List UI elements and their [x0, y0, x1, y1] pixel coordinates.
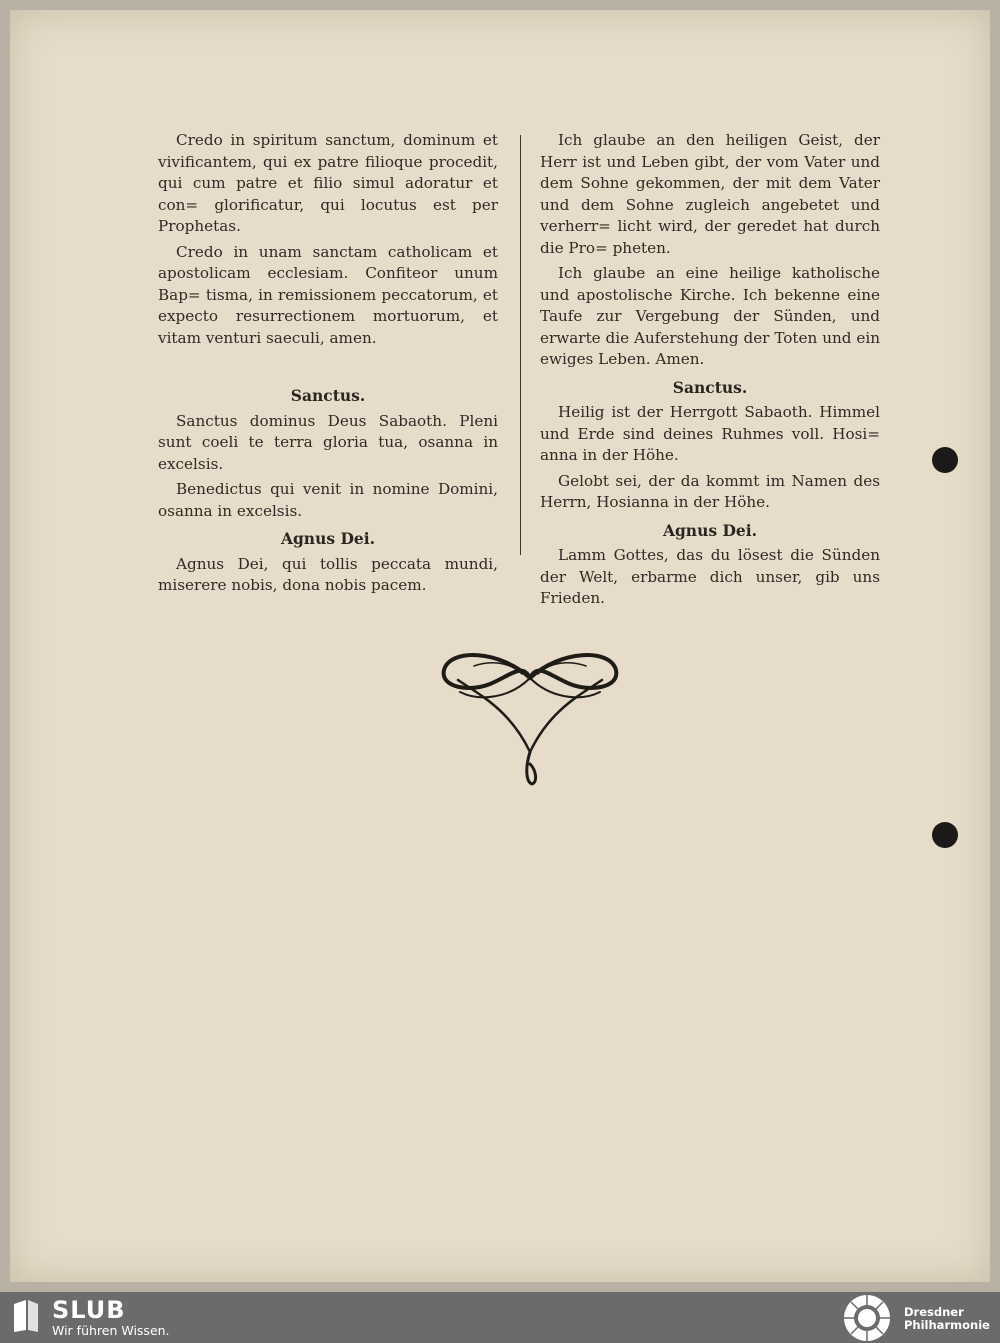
footer-bar	[0, 1292, 1000, 1343]
latin-agnus-heading: Agnus Dei.	[280, 529, 376, 548]
latin-sanctus-heading: Sanctus.	[290, 386, 366, 405]
german-benedictus-text: Gelobt sei, der da kommt im Namen des Herrn, Hosianna in der Höhe.	[540, 471, 880, 511]
flourish-ornament	[430, 640, 630, 790]
document-page	[10, 10, 990, 1282]
slub-title: SLUB	[52, 1296, 126, 1324]
philharmonie-line1: Dresdner	[904, 1305, 964, 1319]
punch-hole-upper	[932, 447, 958, 473]
german-column	[540, 130, 880, 614]
german-agnus-heading: Agnus Dei.	[662, 520, 758, 540]
latin-benedictus-text: Benedictus qui venit in nomine Domini, osanna in excelsis.	[158, 480, 498, 520]
german-sanctus-text: Heilig ist der Herrgott Sabaoth. Himmel und Erde sind deines Ruhmes voll. Hosi= anna in der Höhe.	[540, 403, 880, 464]
philharmonie-label	[904, 1306, 990, 1332]
slub-subtitle: Wir führen Wissen.	[52, 1323, 170, 1338]
german-credo-kirche: Ich glaube an eine heilige katholische und apostolische Kirche. Ich bekenne eine Taufe zur Vergebung der Sünden, und erwarte die Auferstehung der Toten und ein ewiges Leben. Amen.	[540, 264, 880, 368]
latin-sanctus-text: Sanctus dominus Deus Sabaoth. Pleni sunt coeli te terra gloria tua, osanna in excelsis.	[158, 411, 498, 473]
column-divider	[520, 135, 521, 555]
punch-hole-lower	[932, 822, 958, 848]
philharmonie-line2: Philharmonie	[904, 1318, 990, 1332]
german-credo-geist: Ich glaube an den heiligen Geist, der Herr ist und Leben gibt, der vom Vater und dem Sohne gekommen, der mit dem Vater und dem Sohne zugleich angebetet und verherr= licht wird, der geredet hat durch die Pro= pheten.	[540, 131, 880, 257]
german-agnus-text: Lamm Gottes, das du lösest die Sünden der Welt, erbarme dich unser, gib uns Frieden.	[540, 546, 880, 607]
latin-credo-spiritum: Credo in spiritum sanctum, dominum et vivificantem, qui ex patre filioque procedit, qui cum patre et filio simul adoratur et con= glorificatur, qui locutus est per Prophetas.	[158, 131, 498, 235]
german-sanctus-heading: Sanctus.	[672, 377, 748, 397]
latin-agnus-text: Agnus Dei, qui tollis peccata mundi, miserere nobis, dona nobis pacem.	[158, 554, 498, 594]
latin-column	[158, 130, 498, 601]
philharmonie-logo-icon	[842, 1293, 892, 1343]
slub-logo-icon	[12, 1298, 40, 1334]
latin-credo-ecclesiam: Credo in unam sanctam catholicam et apostolicam ecclesiam. Confiteor unum Bap= tisma, in remissionem peccatorum, et expecto resurrectionem mortuorum, et vitam venturi saeculi, amen.	[158, 242, 498, 347]
